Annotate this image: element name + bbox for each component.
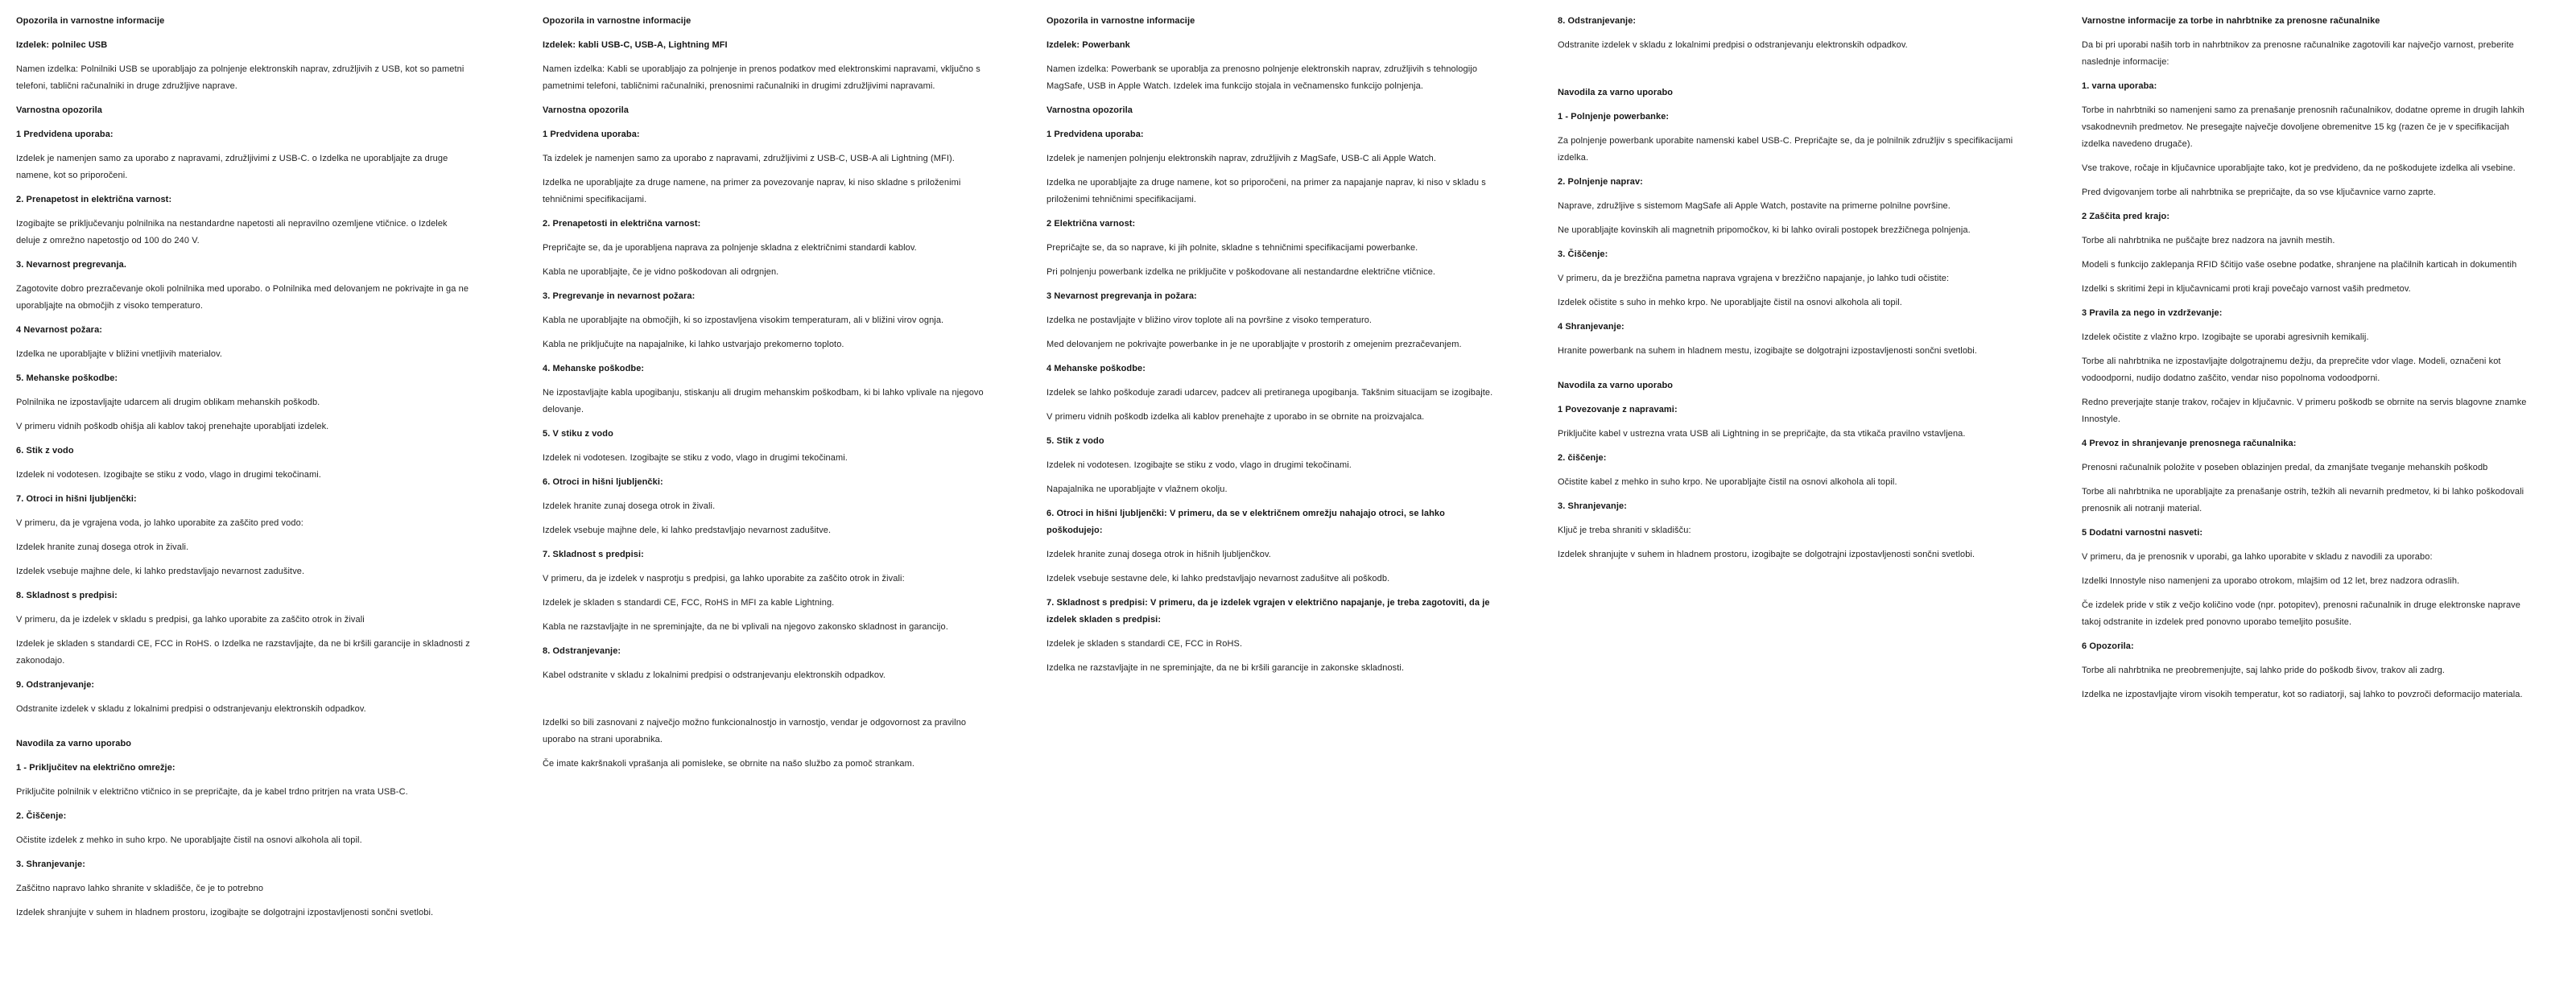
section-heading: 3. Čiščenje: (1558, 249, 1608, 259)
paragraph: Očistite izdelek z mehko in suho krpo. Ne uporabljajte čistil na osnovi alkohola ali topil. (16, 835, 362, 845)
section-heading: 3. Pregrevanje in nevarnost požara: (543, 291, 696, 301)
laptop-bags-column (2082, 13, 2537, 711)
paragraph: Namen izdelka: Powerbank se uporablja za prenosno polnjenje elektronskih naprav, združljivih s tehnologijo MagSafe, USB in Apple Watch. Izdelek ima funkcijo stojala in večnamensko funkcijo polnjenja. (1046, 64, 1478, 91)
paragraph: Izdelka ne uporabljajte v bližini vnetljivih materialov. (16, 349, 223, 359)
paragraph: Vse trakove, ročaje in ključavnice uporabljajte tako, kot je predvideno, da ne poškodujete izdelka ali vsebine. (2082, 163, 2516, 173)
paragraph: Izdelek ni vodotesen. Izogibajte se stiku z vodo, vlago in drugimi tekočinami. (1046, 460, 1352, 470)
powerbank-column (1046, 13, 1502, 684)
section-heading: Opozorila in varnostne informacije (543, 16, 691, 26)
paragraph: Izdelek očistite s suho in mehko krpo. Ne uporabljajte čistil na osnovi alkohola ali topil. (1558, 298, 1902, 307)
paragraph: V primeru, da je prenosnik v uporabi, ga lahko uporabite v skladu z navodili za uporabo: (2082, 552, 2433, 562)
paragraph: Kabla ne razstavljajte in ne spreminjajte, da ne bi vplivali na njegovo zakonsko skladnost in garancijo. (543, 622, 948, 632)
paragraph: Zaščitno napravo lahko shranite v skladišče, če je to potrebno (16, 884, 264, 893)
paragraph: Ključ je treba shraniti v skladišču: (1558, 526, 1691, 535)
paragraph: Izdelek ni vodotesen. Izogibajte se stiku z vodo, vlago in drugimi tekočinami. (543, 453, 848, 463)
usb-charger-column (16, 13, 472, 929)
section-heading: 1. varna uporaba: (2082, 81, 2157, 91)
section-heading: Navodila za varno uporabo (1558, 381, 1674, 390)
paragraph: Izdelek shranjujte v suhem in hladnem prostoru, izogibajte se dolgotrajni izpostavljenosti sončni svetlobi. (1558, 550, 1975, 559)
paragraph: Pred dvigovanjem torbe ali nahrbtnika se prepričajte, da so vse ključavnice varno zaprte. (2082, 188, 2436, 197)
paragraph: Očistite kabel z mehko in suho krpo. Ne uporabljajte čistil na osnovi alkohola ali topil. (1558, 477, 1897, 487)
paragraph: Izdelek očistite z vlažno krpo. Izogibajte se uporabi agresivnih kemikalij. (2082, 332, 2369, 342)
paragraph: Kabla ne priključujte na napajalnike, ki lahko ustvarjajo prekomerno toploto. (543, 340, 844, 349)
section-heading: 8. Odstranjevanje: (543, 646, 621, 656)
paragraph: V primeru vidnih poškodb izdelka ali kablov prenehajte z uporabo in se obrnite na proizvajalca. (1046, 412, 1425, 422)
section-heading: Izdelek: Powerbank (1046, 40, 1130, 50)
paragraph: Izdelki Innostyle niso namenjeni za uporabo otrokom, mlajšim od 12 let, brez nadzora odraslih. (2082, 576, 2460, 586)
paragraph: Zagotovite dobro prezračevanje okoli polnilnika med uporabo. o Polnilnika med delovanjem ne pokrivajte in ga ne uporabljajte na območjih z visoko temperaturo. (16, 284, 469, 311)
section-heading: 4. Mehanske poškodbe: (543, 364, 645, 373)
paragraph: Izdelek hranite zunaj dosega otrok in živali. (16, 542, 189, 552)
paragraph: Priključite kabel v ustrezna vrata USB ali Lightning in se prepričajte, da sta vtikača pravilno vstavljena. (1558, 429, 1966, 439)
section-heading: 5. V stiku z vodo (543, 429, 613, 439)
paragraph: Izdelek je skladen s standardi CE, FCC, RoHS in MFI za kable Lightning. (543, 598, 835, 608)
section-heading: 5 Dodatni varnostni nasveti: (2082, 528, 2203, 538)
section-heading: 8. Skladnost s predpisi: (16, 591, 118, 600)
section-heading: Navodila za varno uporabo (1558, 88, 1674, 97)
paragraph: Izdelek hranite zunaj dosega otrok in hišnih ljubljenčkov. (1046, 550, 1271, 559)
paragraph: Hranite powerbank na suhem in hladnem mestu, izogibajte se dolgotrajni izpostavljenosti sončni svetlobi. (1558, 346, 1977, 356)
section-heading: 4 Nevarnost požara: (16, 325, 103, 335)
section-heading: Navodila za varno uporabo (16, 739, 132, 748)
paragraph: Izdelek je namenjen samo za uporabo z napravami, združljivimi z USB-C. o Izdelka ne uporabljajte za druge namene, kot so priporočeni. (16, 154, 448, 180)
paragraph: Namen izdelka: Polnilniki USB se uporabljajo za polnjenje elektronskih naprav, združljivih z USB, kot so pametni telefoni, tablični računalniki in druge združljive naprave. (16, 64, 464, 91)
paragraph: V primeru, da je izdelek v skladu s predpisi, ga lahko uporabite za zaščito otrok in živali (16, 615, 365, 625)
section-heading: Izdelek: kabli USB-C, USB-A, Lightning MFI (543, 40, 728, 50)
paragraph: Priključite polnilnik v električno vtičnico in se prepričajte, da je kabel trdno pritrjen na vrata USB-C. (16, 787, 408, 797)
paragraph-spacer (543, 691, 998, 707)
section-heading: 1 Povezovanje z napravami: (1558, 405, 1678, 414)
section-heading: 7. Skladnost s predpisi: (543, 550, 644, 559)
paragraph: Prepričajte se, da je uporabljena naprava za polnjenje skladna z električnimi standardi kablov. (543, 243, 917, 253)
paragraph: Ne uporabljajte kovinskih ali magnetnih pripomočkov, ki bi lahko ovirali postopek brezžičnega polnjenja. (1558, 225, 1971, 235)
section-heading: 3. Shranjevanje: (1558, 501, 1627, 511)
section-heading: Varnostna opozorila (1046, 105, 1133, 115)
section-heading: Opozorila in varnostne informacije (1046, 16, 1195, 26)
section-heading: 2. čiščenje: (1558, 453, 1607, 463)
paragraph: Izdelek hranite zunaj dosega otrok in živali. (543, 501, 716, 511)
section-heading: 2 Električna varnost: (1046, 219, 1136, 229)
section-heading: 3. Shranjevanje: (16, 860, 85, 869)
section-heading: 2. Polnjenje naprav: (1558, 177, 1643, 187)
section-heading: 6 Opozorila: (2082, 641, 2134, 651)
paragraph: Odstranite izdelek v skladu z lokalnimi predpisi o odstranjevanju elektronskih odpadkov. (1558, 40, 1908, 50)
section-heading: 2. Prenapetost in električna varnost: (16, 195, 172, 204)
paragraph: Torbe ali nahrbtnika ne puščajte brez nadzora na javnih mestih. (2082, 236, 2335, 245)
paragraph: Kabla ne uporabljajte na območjih, ki so izpostavljena visokim temperaturam, ali v bližini virov ognja. (543, 315, 944, 325)
section-heading: 3 Pravila za nego in vzdrževanje: (2082, 308, 2223, 318)
section-heading: Izdelek: polnilec USB (16, 40, 108, 50)
section-heading: 6. Stik z vodo (16, 446, 74, 456)
paragraph: Izdelka ne razstavljajte in ne spreminjajte, da ne bi kršili garancije in zakonske skladnosti. (1046, 663, 1405, 673)
section-heading: Varnostna opozorila (543, 105, 630, 115)
paragraph-spacer (1558, 61, 2013, 77)
paragraph: Izdelki s skritimi žepi in ključavnicami proti kraji povečajo varnost vaših predmetov. (2082, 284, 2411, 294)
paragraph: V primeru, da je izdelek v nasprotju s predpisi, ga lahko uporabite za zaščito otrok in živali: (543, 574, 905, 583)
paragraph: Izdelek vsebuje majhne dele, ki lahko predstavljajo nevarnost zadušitve. (543, 526, 832, 535)
section-heading: 1 Predvidena uporaba: (543, 130, 640, 139)
paragraph: Za polnjenje powerbank uporabite namenski kabel USB-C. Prepričajte se, da je polnilnik združljiv s specifikacijami izdelka. (1558, 136, 2013, 163)
section-heading: 5. Mehanske poškodbe: (16, 373, 118, 383)
paragraph: Izdelek shranjujte v suhem in hladnem prostoru, izogibajte se dolgotrajni izpostavljenosti sončni svetlobi. (16, 908, 434, 917)
section-heading: 9. Odstranjevanje: (16, 680, 95, 690)
section-heading: 2. Prenapetosti in električna varnost: (543, 219, 701, 229)
section-heading: 1 Predvidena uporaba: (1046, 130, 1144, 139)
paragraph: Izdelka ne izpostavljajte virom visokih temperatur, kot so radiatorji, saj lahko to povzroči deformacijo materiala. (2082, 690, 2523, 699)
paragraph: Prepričajte se, da so naprave, ki jih polnite, skladne s tehničnimi specifikacijami powerbanke. (1046, 243, 1418, 253)
section-heading: 3. Nevarnost pregrevanja. (16, 260, 127, 270)
paragraph: Naprave, združljive s sistemom MagSafe ali Apple Watch, postavite na primerne polnilne površine. (1558, 201, 1951, 211)
paragraph: Da bi pri uporabi naših torb in nahrbtnikov za prenosne računalnike zagotovili kar največjo varnost, preberite naslednje informacije: (2082, 40, 2514, 67)
paragraph: Izdelek je skladen s standardi CE, FCC in RoHS. (1046, 639, 1243, 649)
cables-column (543, 13, 998, 780)
paragraph: Če izdelek pride v stik z večjo količino vode (npr. potopitev), prenosni računalnik in druge elektronske naprave takoj odstranite in izdelek pred ponovno uporabo temeljito posušite. (2082, 600, 2520, 627)
paragraph: Izdelek je namenjen polnjenju elektronskih naprav, združljivih z MagSafe, USB-C ali Apple Watch. (1046, 154, 1437, 163)
paragraph: Torbe in nahrbtniki so namenjeni samo za prenašanje prenosnih računalnikov, dodatne opreme in drugih lahkih vsakodnevnih predmetov. Ne presegajte največje dovoljene obremenitve 15 kg (razen če je v specifikacijah izdelka navedeno drugače). (2082, 105, 2524, 149)
paragraph: Izogibajte se priključevanju polnilnika na nestandardne napetosti ali nepravilno ozemljene vtičnice. o Izdelek deluje z omrežno napetostjo od 100 do 240 V. (16, 219, 448, 245)
paragraph: V primeru, da je vgrajena voda, jo lahko uporabite za zaščito pred vodo: (16, 518, 303, 528)
paragraph: Prenosni računalnik položite v poseben oblazinjen predal, da zmanjšate tveganje mehanskih poškodb (2082, 463, 2488, 472)
paragraph: Izdelek vsebuje sestavne dele, ki lahko predstavljajo nevarnost zadušitve ali poškodb. (1046, 574, 1390, 583)
paragraph: Pri polnjenju powerbank izdelka ne priključite v poškodovane ali nestandardne električne vtičnice. (1046, 267, 1436, 277)
section-heading: 7. Otroci in hišni ljubljenčki: (16, 494, 137, 504)
section-heading: Varnostne informacije za torbe in nahrbtnike za prenosne računalnike (2082, 16, 2380, 26)
section-heading: 8. Odstranjevanje: (1558, 16, 1637, 26)
paragraph: Ne izpostavljajte kabla upogibanju, stiskanju ali drugim mehanskim poškodbam, ki bi lahko vplivale na njegovo delovanje. (543, 388, 984, 414)
paragraph: Napajalnika ne uporabljajte v vlažnem okolju. (1046, 484, 1228, 494)
paragraph: Če imate kakršnakoli vprašanja ali pomisleke, se obrnite na našo službo za pomoč strankam. (543, 759, 915, 769)
paragraph-spacer (16, 725, 472, 728)
paragraph: Izdelek je skladen s standardi CE, FCC in RoHS. o Izdelka ne razstavljajte, da ne bi kršili garancije in skladnosti z zakonodajo. (16, 639, 470, 666)
powerbank-continued-column (1558, 13, 2013, 571)
paragraph: V primeru vidnih poškodb ohišja ali kablov takoj prenehajte uporabljati izdelek. (16, 422, 329, 431)
paragraph: Kabel odstranite v skladu z lokalnimi predpisi o odstranjevanju elektronskih odpadkov. (543, 670, 886, 680)
paragraph: Izdelek ni vodotesen. Izogibajte se stiku z vodo, vlago in drugimi tekočinami. (16, 470, 321, 480)
paragraph: Torbe ali nahrbtnika ne uporabljajte za prenašanje ostrih, težkih ali nevarnih predmetov, ki bi lahko poškodovali prenosnik ali notranji material. (2082, 487, 2524, 513)
section-heading: 2. Čiščenje: (16, 811, 67, 821)
paragraph: Torbe ali nahrbtnika ne izpostavljajte dolgotrajnemu dežju, da preprečite vdor vlage. Modeli, označeni kot vodoodporni, nudijo dodatno zaščito, vendar niso popolnoma vodoodporni. (2082, 357, 2501, 383)
section-heading: 7. Skladnost s predpisi: V primeru, da je izdelek vgrajen v električno napajanje, je treba zagotoviti, da je izdelek skladen s predpisi: (1046, 598, 1490, 625)
section-heading: 5. Stik z vodo (1046, 436, 1104, 446)
paragraph: Modeli s funkcijo zaklepanja RFID ščitijo vaše osebne podatke, shranjene na plačilnih karticah in dokumentih (2082, 260, 2517, 270)
paragraph: Torbe ali nahrbtnika ne preobremenjujte, saj lahko pride do poškodb šivov, trakov ali zadrg. (2082, 666, 2446, 675)
paragraph: Izdelek se lahko poškoduje zaradi udarcev, padcev ali pretiranega upogibanja. Takšnim situacijam se izogibajte. (1046, 388, 1493, 398)
section-heading: 4 Mehanske poškodbe: (1046, 364, 1146, 373)
paragraph: Izdelka ne postavljajte v bližino virov toplote ali na površine z visoko temperaturo. (1046, 315, 1373, 325)
paragraph: Namen izdelka: Kabli se uporabljajo za polnjenje in prenos podatkov med elektronskimi napravami, vključno s pametnimi telefoni, tabličnimi računalniki, prenosnimi računalniki in drugimi združljivimi napravami. (543, 64, 980, 91)
paragraph: Izdelka ne uporabljajte za druge namene, kot so priporočeni, na primer za napajanje naprav, ki niso v skladu s priloženimi tehničnimi specifikacijami. (1046, 178, 1486, 204)
section-heading: 1 Predvidena uporaba: (16, 130, 114, 139)
section-heading: 2 Zaščita pred krajo: (2082, 212, 2170, 221)
paragraph: Redno preverjajte stanje trakov, ročajev in ključavnic. V primeru poškodb se obrnite na servis blagovne znamke Innostyle. (2082, 398, 2527, 424)
paragraph: Odstranite izdelek v skladu z lokalnimi predpisi o odstranjevanju elektronskih odpadkov. (16, 704, 366, 714)
paragraph: Izdelki so bili zasnovani z največjo možno funkcionalnostjo in varnostjo, vendar je odgovornost za pravilno uporabo na strani uporabnika. (543, 718, 967, 744)
paragraph: Polnilnika ne izpostavljajte udarcem ali drugim oblikam mehanskih poškodb. (16, 398, 320, 407)
paragraph: Izdelka ne uporabljajte za druge namene, na primer za povezovanje naprav, ki niso skladne s priloženimi tehničnimi specifikacijami. (543, 178, 961, 204)
section-heading: 6. Otroci in hišni ljubljenčki: (543, 477, 663, 487)
section-heading: 1 - Polnjenje powerbanke: (1558, 112, 1670, 122)
section-heading: 4 Shranjevanje: (1558, 322, 1624, 332)
section-heading: 3 Nevarnost pregrevanja in požara: (1046, 291, 1197, 301)
section-heading: 4 Prevoz in shranjevanje prenosnega računalnika: (2082, 439, 2297, 448)
paragraph: Ta izdelek je namenjen samo za uporabo z napravami, združljivimi z USB-C, USB-A ali Lightning (MFI). (543, 154, 955, 163)
paragraph-spacer (1558, 367, 2013, 370)
section-heading: 1 - Priključitev na električno omrežje: (16, 763, 175, 773)
paragraph: Med delovanjem ne pokrivajte powerbanke in je ne uporabljajte v prostorih z omejenim prezračevanjem. (1046, 340, 1462, 349)
section-heading: Varnostna opozorila (16, 105, 103, 115)
paragraph: Izdelek vsebuje majhne dele, ki lahko predstavljajo nevarnost zadušitve. (16, 567, 305, 576)
paragraph: Kabla ne uporabljajte, če je vidno poškodovan ali odrgnjen. (543, 267, 779, 277)
section-heading: 6. Otroci in hišni ljubljenčki: V primeru, da se v električnem omrežju nahajajo otroci, se lahko poškodujejo: (1046, 509, 1445, 535)
section-heading: Opozorila in varnostne informacije (16, 16, 165, 26)
paragraph: V primeru, da je brezžična pametna naprava vgrajena v brezžično napajanje, jo lahko tudi očistite: (1558, 274, 1950, 283)
